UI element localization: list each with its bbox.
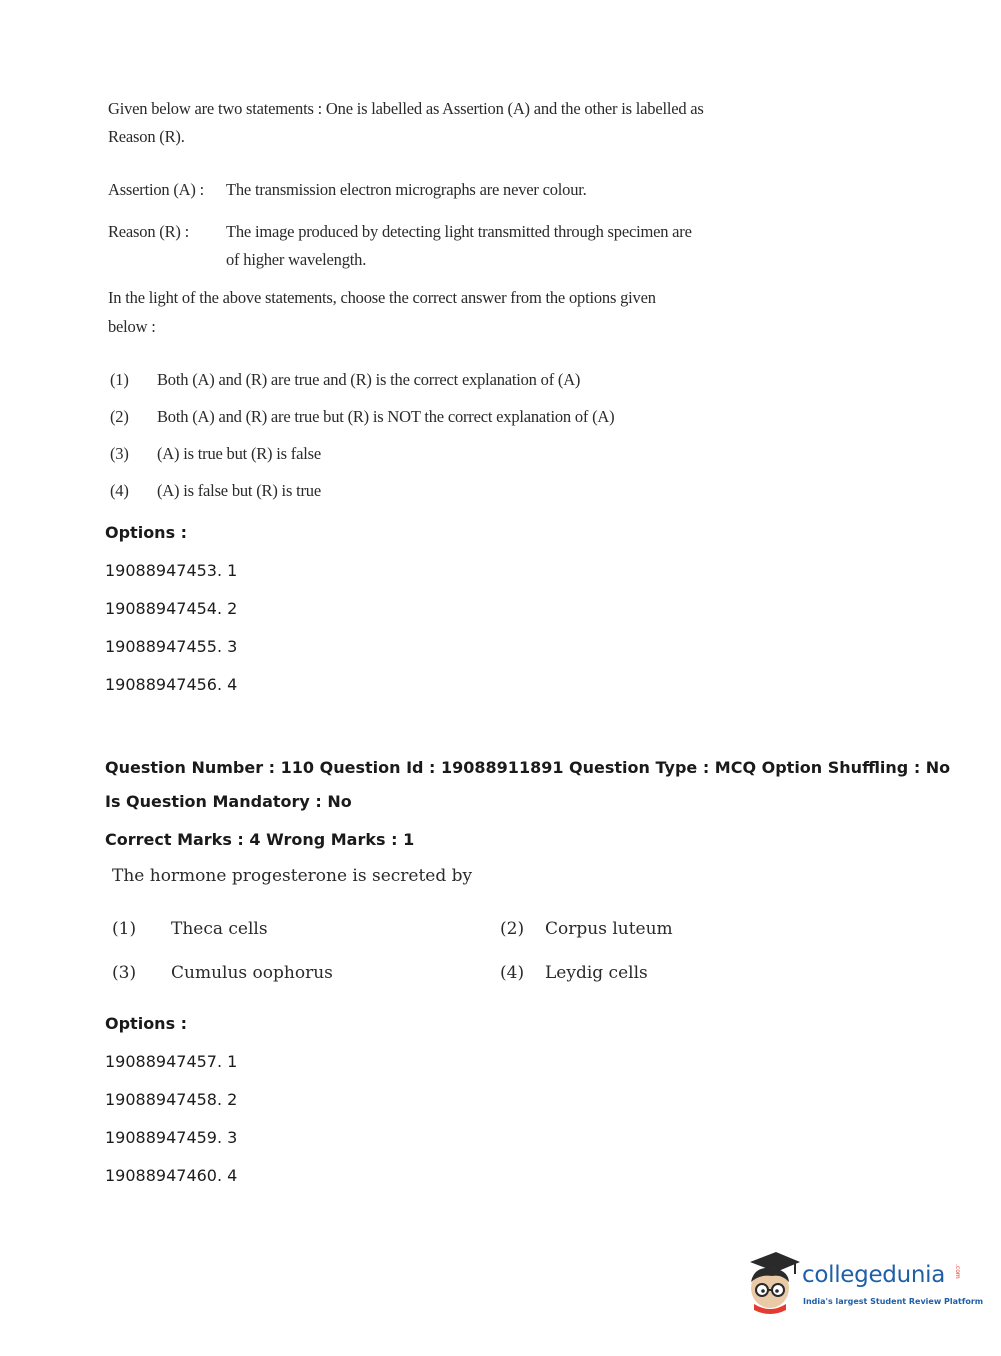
choice-text: Corpus luteum bbox=[545, 919, 673, 939]
q1-intro-line2: Reason (R). bbox=[108, 127, 185, 146]
q1-option-3: 19088947455. 3 bbox=[105, 637, 238, 656]
choice-text: Both (A) and (R) are true but (R) is NOT the correct explanation of (A) bbox=[157, 407, 615, 426]
reason-text-line2: of higher wavelength. bbox=[226, 250, 367, 269]
assertion-label: Assertion (A) : bbox=[108, 180, 204, 199]
collegedunia-logo[interactable] bbox=[742, 1248, 984, 1320]
choice-text: (A) is false but (R) is true bbox=[157, 481, 321, 500]
choice-text: Cumulus oophorus bbox=[171, 963, 333, 983]
q2-header-line2: Is Question Mandatory : No bbox=[105, 792, 352, 811]
reason-label: Reason (R) : bbox=[108, 222, 190, 241]
mascot-icon bbox=[742, 1248, 802, 1316]
choice-text: Leydig cells bbox=[545, 963, 648, 983]
q1-option-1: 19088947453. 1 bbox=[105, 561, 238, 580]
logo-tagline: India's largest Student Review Platform bbox=[803, 1297, 984, 1306]
choice-text: Both (A) and (R) are true and (R) is the correct explanation of (A) bbox=[157, 370, 581, 389]
choice-text: Theca cells bbox=[171, 919, 268, 939]
q2-marks: Correct Marks : 4 Wrong Marks : 1 bbox=[105, 830, 415, 849]
logo-domain-suffix: .com bbox=[954, 1264, 961, 1279]
q1-options-label: Options : bbox=[105, 523, 188, 542]
q2-question-text: The hormone progesterone is secreted by bbox=[112, 866, 473, 886]
logo-wordmark: collegedunia bbox=[802, 1262, 946, 1288]
assertion-text: The transmission electron micrographs are never colour. bbox=[226, 180, 587, 199]
q2-option-2: 19088947458. 2 bbox=[105, 1090, 238, 1109]
choice-number: (1) bbox=[112, 919, 137, 939]
choice-number: (4) bbox=[110, 481, 129, 500]
reason-text-line1: The image produced by detecting light transmitted through specimen are bbox=[226, 222, 692, 241]
q1-intro-line1: Given below are two statements : One is labelled as Assertion (A) and the other is labelled as bbox=[108, 99, 704, 118]
q2-options-label: Options : bbox=[105, 1014, 188, 1033]
q1-instruction-line2: below : bbox=[108, 317, 156, 336]
q2-option-1: 19088947457. 1 bbox=[105, 1052, 238, 1071]
q1-option-4: 19088947456. 4 bbox=[105, 675, 238, 694]
choice-number: (3) bbox=[112, 963, 137, 983]
q2-option-3: 19088947459. 3 bbox=[105, 1128, 238, 1147]
q1-option-2: 19088947454. 2 bbox=[105, 599, 238, 618]
choice-number: (2) bbox=[110, 407, 129, 426]
choice-number: (3) bbox=[110, 444, 129, 463]
choice-text: (A) is true but (R) is false bbox=[157, 444, 321, 463]
q1-instruction-line1: In the light of the above statements, choose the correct answer from the options given bbox=[108, 288, 656, 307]
q2-header-line1: Question Number : 110 Question Id : 19088911891 Question Type : MCQ Option Shuffling : No bbox=[105, 758, 951, 777]
choice-number: (2) bbox=[500, 919, 525, 939]
q2-option-4: 19088947460. 4 bbox=[105, 1166, 238, 1185]
choice-number: (1) bbox=[110, 370, 129, 389]
choice-number: (4) bbox=[500, 963, 525, 983]
